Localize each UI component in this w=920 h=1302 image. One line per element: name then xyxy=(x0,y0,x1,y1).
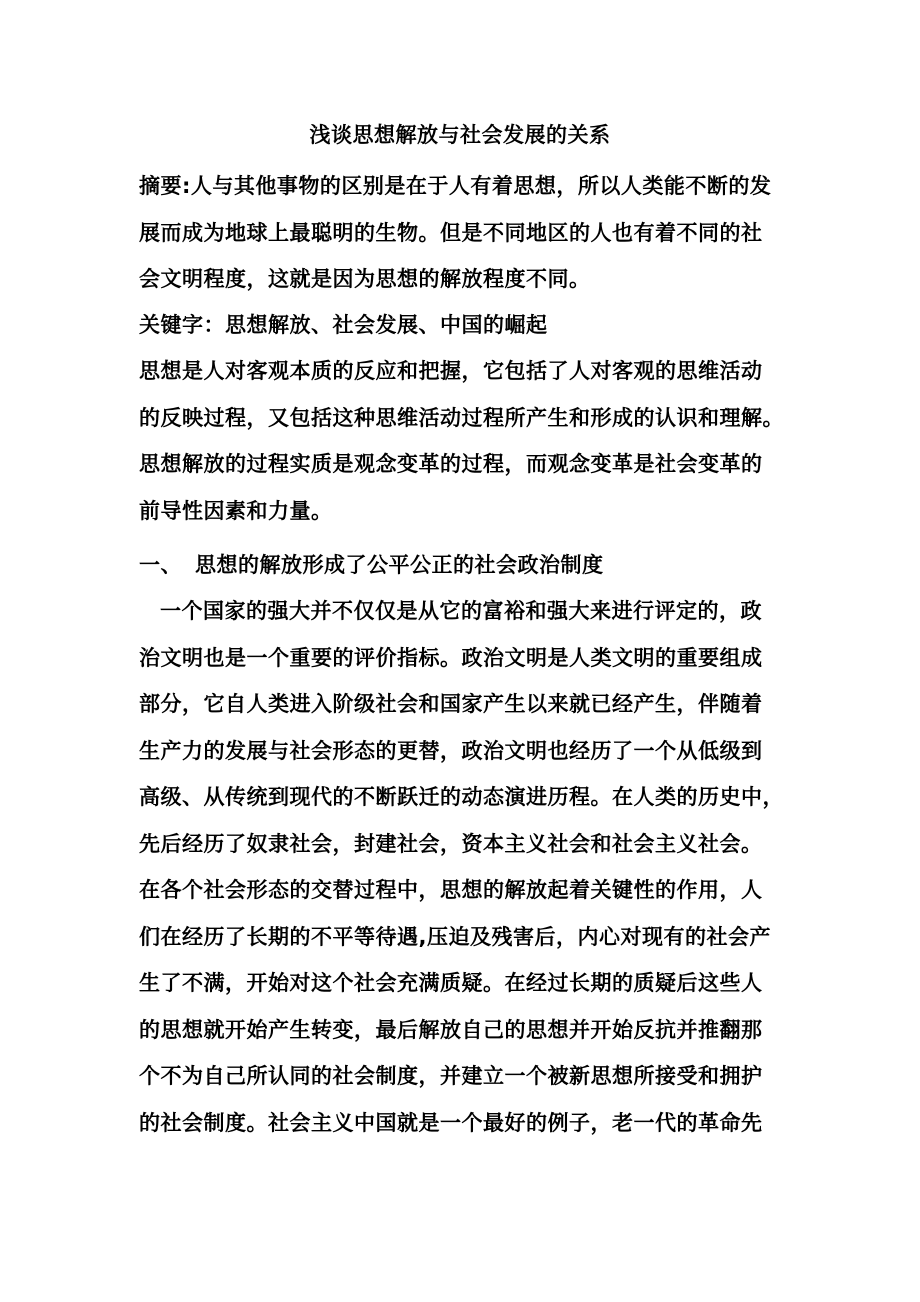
section-number: 一、 xyxy=(139,553,182,577)
body-paragraph xyxy=(139,588,784,1146)
abstract-paragraph xyxy=(139,163,784,303)
body-line: 一个国家的强大并不仅仅是从它的富裕和强大来进行评定的，政 xyxy=(160,599,762,623)
section-heading xyxy=(139,542,784,589)
section-heading-text: 思想的解放形成了公平公正的社会政治制度 xyxy=(195,553,604,577)
body-line: 在各个社会形态的交替过程中，思想的解放起着关键性的作用，人 xyxy=(139,878,763,902)
body-line: 们在经历了长期的不平等待遇,压迫及残害后，内心对现有的社会产 xyxy=(139,924,771,949)
keywords-text: 关键字：思想解放、社会发展、中国的崛起 xyxy=(139,313,548,337)
body-line: 部分，它自人类进入阶级社会和国家产生以来就已经产生，伴随着 xyxy=(139,692,763,716)
body-line: 的思想就开始产生转变，最后解放自己的思想并开始反抗并推翻那 xyxy=(139,1017,763,1042)
intro-line: 的反映过程，又包括这种思维活动过程所产生和形成的认识和理解。 xyxy=(139,405,784,430)
intro-line: 思想解放的过程实质是观念变革的过程，而观念变革是社会变革的 xyxy=(139,452,763,476)
body-line: 个不为自己所认同的社会制度，并建立一个被新思想所接受和拥护 xyxy=(139,1064,763,1088)
abstract-line: 摘要:人与其他事物的区别是在于人有着思想，所以人类能不断的发 xyxy=(139,174,772,198)
body-line: 先后经历了奴隶社会，封建社会，资本主义社会和社会主义社会。 xyxy=(139,831,763,856)
intro-line: 前导性因素和力量。 xyxy=(139,498,333,523)
body-line: 的社会制度。社会主义中国就是一个最好的例子，老一代的革命先 xyxy=(139,1110,763,1135)
intro-line: 思想是人对客观本质的反应和把握，它包括了人对客观的思维活动 xyxy=(139,359,763,383)
abstract-line: 会文明程度，这就是因为思想的解放程度不同。 xyxy=(139,267,591,291)
body-line: 高级、从传统到现代的不断跃迁的动态演进历程。在人类的历史中， xyxy=(139,785,784,809)
keywords-line xyxy=(139,302,784,349)
document-title: 浅谈思想解放与社会发展的关系 xyxy=(309,123,611,147)
body-line: 生了不满，开始对这个社会充满质疑。在经过长期的质疑后这些人 xyxy=(139,971,763,995)
abstract-line: 展而成为地球上最聪明的生物。但是不同地区的人也有着不同的社 xyxy=(139,220,763,245)
intro-paragraph xyxy=(139,348,784,534)
section-heading-line xyxy=(139,542,784,589)
body-line: 生产力的发展与社会形态的更替，政治文明也经历了一个从低级到 xyxy=(139,738,763,763)
body-line: 治文明也是一个重要的评价指标。政治文明是人类文明的重要组成 xyxy=(139,645,763,670)
